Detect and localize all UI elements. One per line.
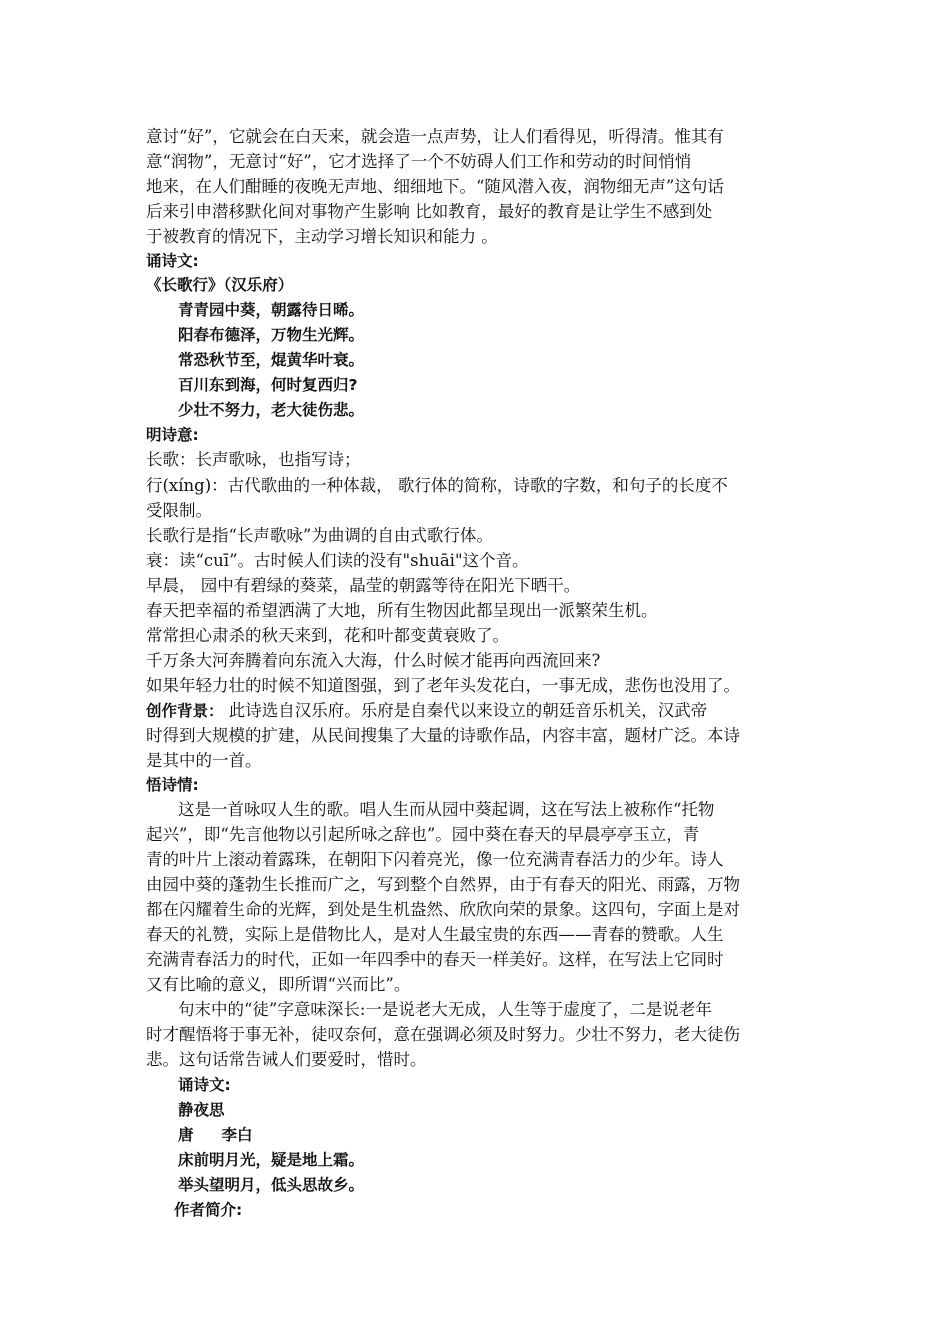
meaning-line: 长歌行是指“长声歌咏”为曲调的自由式歌行体。 [146, 526, 493, 545]
recite-heading: 诵诗文: [146, 252, 199, 270]
background-line [146, 700, 707, 722]
poem-line: 百川东到海，何时复西归? [178, 376, 358, 394]
meaning-line: 受限制。 [146, 501, 212, 520]
poem-line: 阳春布德泽，万物生光辉。 [178, 326, 365, 344]
meaning-line: 行(xíng)：古代歌曲的一种体裁， 歌行体的简称，诗歌的字数，和句子的长度不 [146, 476, 728, 495]
feeling-line: 都在闪耀着生命的光辉，到处是生机盎然、欣欣向荣的景象。这四句，字面上是对 [146, 900, 740, 919]
poem-author [178, 1124, 253, 1146]
poem-line: 床前明月光，疑是地上霜。 [178, 1151, 365, 1169]
meaning-line: 千万条大河奔腾着向东流入大海，什么时候才能再向西流回来? [146, 651, 601, 670]
meaning-line: 衰：读“cuī”。古时候人们读的没有"shuāi"这个音。 [146, 551, 529, 570]
background-line: 时得到大规模的扩建，从民间搜集了大量的诗歌作品，内容丰富，题材广泛。本诗 [146, 726, 740, 745]
meaning-line: 常常担心肃杀的秋天来到，花和叶都变黄衰败了。 [146, 626, 509, 645]
feeling-line: 起兴”，即“先言他物以引起所咏之辞也”。园中葵在春天的早晨亭亭玉立，青 [146, 825, 700, 844]
feeling-heading: 悟诗情: [146, 776, 199, 794]
meaning-line: 如果年轻力壮的时候不知道图强，到了老年头发花白，一事无成，悲伤也没用了。 [146, 676, 740, 695]
poem-line: 青青园中葵，朝露待日晞。 [178, 301, 365, 319]
poem-line: 少壮不努力，老大徒伤悲。 [178, 401, 365, 419]
meaning-line: 早晨， 园中有碧绿的葵菜，晶莹的朝露等待在阳光下晒干。 [146, 576, 581, 595]
background-heading: 创作背景： [146, 702, 224, 720]
feeling-line: 句末中的“徒”字意味深长:一是说老大无成，人生等于虚度了，二是说老年 [178, 1000, 712, 1019]
poem-title: 静夜思 [178, 1101, 225, 1119]
feeling-line: 充满青春活力的时代，正如一年四季中的春天一样美好。这样，在写法上它同时 [146, 950, 724, 969]
intro-line: 于被教育的情况下，主动学习增长知识和能力 。 [146, 227, 498, 246]
author-intro-heading: 作者简介: [174, 1201, 243, 1219]
background-line: 是其中的一首。 [146, 751, 262, 770]
intro-line: 意“润物”，无意讨“好”，它才选择了一个不妨碍人们工作和劳动的时间悄悄 [146, 152, 692, 171]
feeling-line: 悲。这句话常告诫人们要爱时，惜时。 [146, 1050, 427, 1069]
background-text: 此诗选自汉乐府。乐府是自秦代以来设立的朝廷音乐机关，汉武帝 [223, 701, 708, 720]
intro-line: 地来，在人们酣睡的夜晚无声地、细细地下。“随风潜入夜，润物细无声”这句话 [146, 177, 724, 196]
feeling-line: 这是一首咏叹人生的歌。唱人生而从园中葵起调，这在写法上被称作“托物 [178, 800, 715, 819]
poem-title: 《长歌行》（汉乐府） [146, 276, 294, 294]
poem-dynasty: 唐 [178, 1126, 194, 1144]
poem-author-name: 李白 [221, 1126, 253, 1144]
feeling-line: 春天的礼赞，实际上是借物比人，是对人生最宝贵的东西——青春的赞歌。人生 [146, 925, 724, 944]
feeling-line: 又有比喻的意义，即所谓“兴而比”。 [146, 975, 411, 994]
intro-line: 后来引申潜移默化间对事物产生影响 比如教育，最好的教育是让学生不感到处 [146, 202, 713, 221]
recite-heading: 诵诗文: [178, 1076, 231, 1094]
feeling-line: 时才醒悟将于事无补，徒叹奈何，意在强调必须及时努力。少壮不努力，老大徒伤 [146, 1025, 740, 1044]
feeling-line: 由园中葵的蓬勃生长推而广之，写到整个自然界，由于有春天的阳光、雨露，万物 [146, 875, 740, 894]
intro-line: 意讨“好”，它就会在白天来，就会造一点声势，让人们看得见，听得清。惟其有 [146, 127, 724, 146]
meaning-heading: 明诗意: [146, 426, 199, 444]
poem-line: 举头望明月，低头思故乡。 [178, 1176, 365, 1194]
feeling-line: 青的叶片上滚动着露珠，在朝阳下闪着亮光，像一位充满青春活力的少年。诗人 [146, 850, 724, 869]
meaning-line: 春天把幸福的希望洒满了大地，所有生物因此都呈现出一派繁荣生机。 [146, 601, 658, 620]
poem-line: 常恐秋节至，焜黄华叶衰。 [178, 351, 365, 369]
meaning-line: 长歌：长声歌咏，也指写诗； [146, 450, 361, 469]
